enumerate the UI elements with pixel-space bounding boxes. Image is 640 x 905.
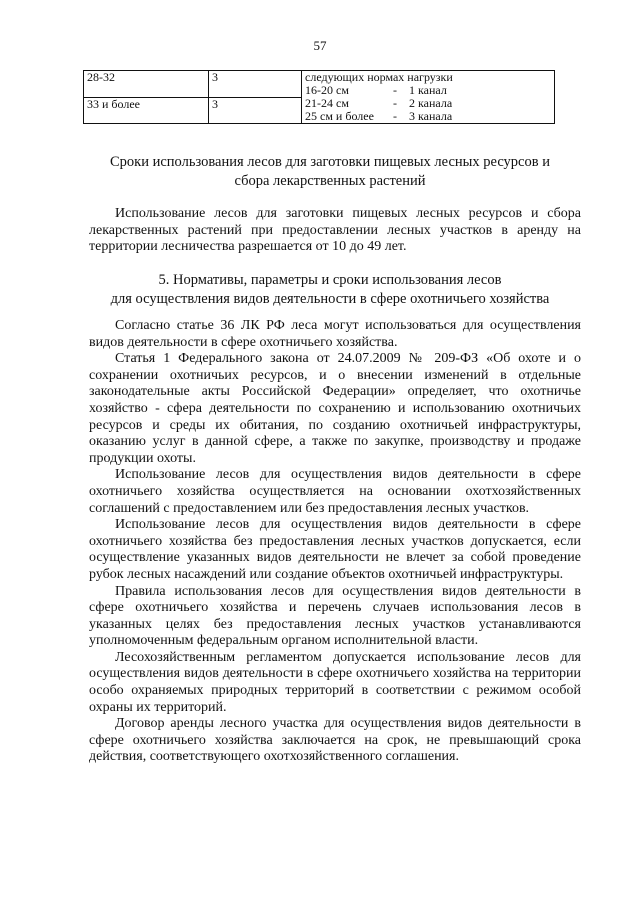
table-cell-range: 28-32 xyxy=(84,71,209,98)
paragraph: Правила использования лесов для осуществления видов деятельности в сфере охотничьего хозяйства и перечень случаев использования лесов в указанных целях без предоставления лесных участков устанавливаются уполномоченным федеральным органом исполнительной власти. xyxy=(89,583,581,649)
paragraph: Использование лесов для осуществления видов деятельности в сфере охотничьего хозяйства без предоставления лесных участков допускается, если осуществление указанных видов деятельности не влечет за собой проведение рубок лесных насаждений или создание объектов охотничьей инфраструктуры. xyxy=(89,517,581,582)
load-dash: - xyxy=(393,109,397,123)
load-norms-title: следующих нормах нагрузки xyxy=(305,70,453,84)
load-size: 25 см и более xyxy=(305,109,374,123)
load-dash: - xyxy=(393,96,397,110)
paragraph: Согласно статье 36 ЛК РФ леса могут использоваться для осуществления видов деятельности в сфере охотничьего хозяйства. xyxy=(89,318,581,350)
paragraph: Лесохозяйственным регламентом допускается использование лесов для осуществления видов деятельности в сфере охотничьего хозяйства на территории особо охраняемых природных территорий в соответствии с режимом особой охраны их территорий. xyxy=(89,649,581,715)
load-size: 16-20 см xyxy=(305,83,349,97)
load-dash: - xyxy=(393,83,397,97)
intro-text xyxy=(89,206,581,256)
table-cell-value: 3 xyxy=(209,97,302,124)
page-number: 57 xyxy=(313,38,327,53)
load-channels: 1 канал xyxy=(409,83,447,97)
table-cell-load-norms xyxy=(302,71,555,124)
paragraph: Использование лесов для заготовки пищевых лесных ресурсов и сбора лекарственных растений при предоставлении лесных участков в аренду на территории лесничества разрешается от 10 до 49 лет. xyxy=(89,206,581,255)
load-channels: 3 канала xyxy=(409,109,453,123)
paragraph: Использование лесов для осуществления видов деятельности в сфере охотничьего хозяйства осуществляется на основании охотхозяйственных соглашений с предоставлением или без предоставления лесных участков. xyxy=(89,467,581,516)
paragraph: Статья 1 Федерального закона от 24.07.2009 № 209-ФЗ «Об охоте и о сохранении охотничьих ресурсов, и о внесении изменений в отдельные законодательные акты Российской Федерации» определяет, что охотничье хозяйство - сфера деятельности по сохранению и использованию охотничьих ресурсов и среды их обитания, по созданию охотничьей инфраструктуры, оказанию услуг в данной сфере, а также по закупке, производству и продаже продукции охоты. xyxy=(89,351,581,466)
heading-line: Сроки использования лесов для заготовки пищевых лесных ресурсов и xyxy=(110,154,550,170)
table-row xyxy=(84,71,555,98)
load-size: 21-24 см xyxy=(305,96,349,110)
section-heading-forest-food-resources xyxy=(75,153,585,191)
heading-line: сбора лекарственных растений xyxy=(234,173,426,189)
norms-table xyxy=(83,70,555,124)
section-heading-hunting xyxy=(75,271,585,309)
hunting-section-body xyxy=(89,318,581,766)
paragraph: Договор аренды лесного участка для осуществления видов деятельности в сфере охотничьего хозяйства заключается на срок, не превышающий срока действия, соответствующего охотхозяйственного соглашения. xyxy=(89,716,581,765)
table-cell-value: 3 xyxy=(209,71,302,98)
load-channels: 2 канала xyxy=(409,96,453,110)
heading-line: для осуществления видов деятельности в сфере охотничьего хозяйства xyxy=(110,291,550,307)
heading-line: 5. Нормативы, параметры и сроки использования лесов xyxy=(158,272,502,288)
load-line xyxy=(305,110,551,123)
table-cell-range: 33 и более xyxy=(84,97,209,124)
